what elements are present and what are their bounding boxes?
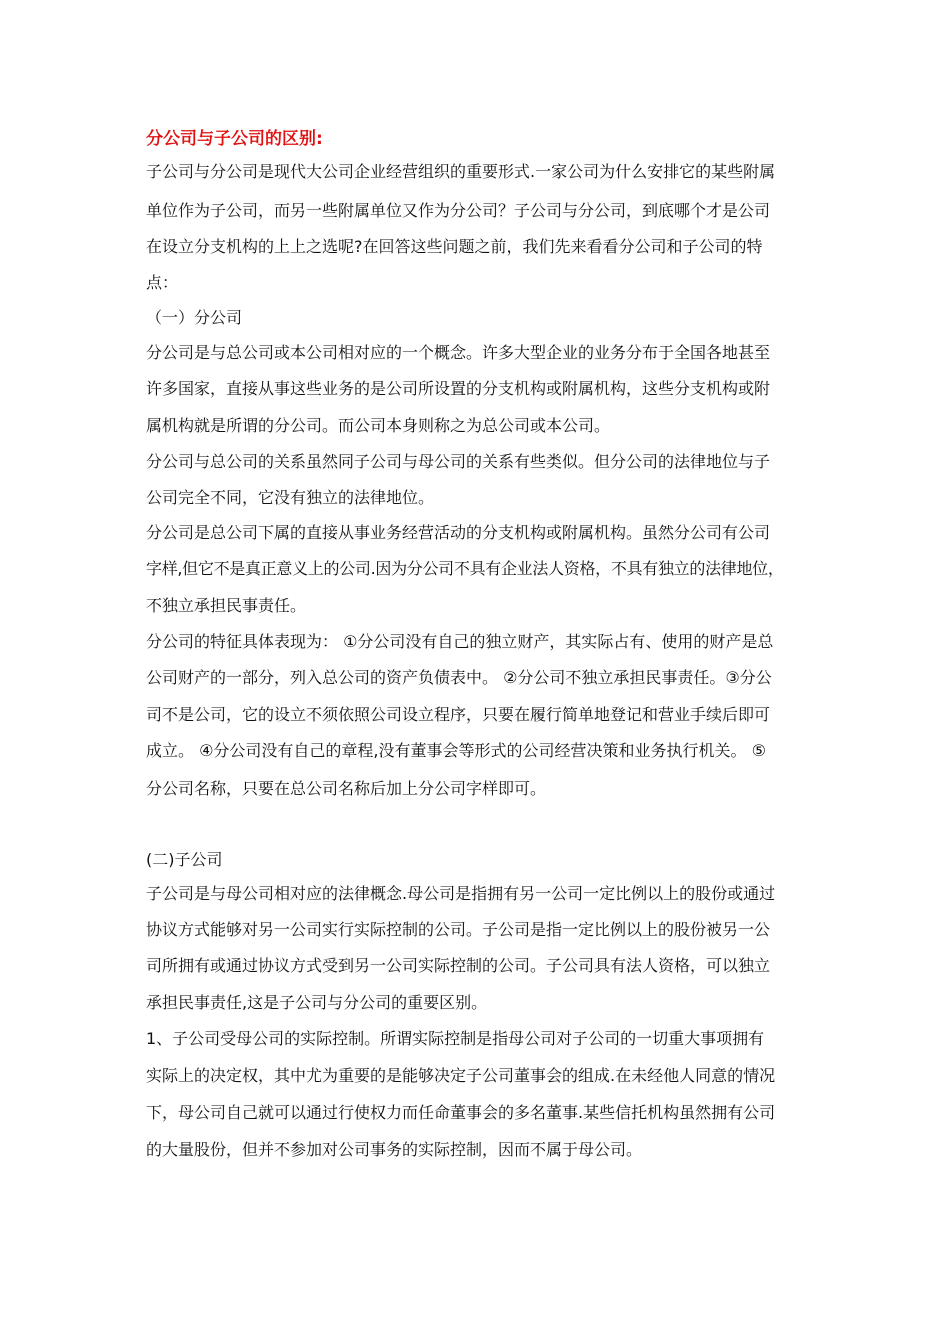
text-line: 承担民事责任,这是子公司与分公司的重要区别。 [146, 993, 488, 1012]
text-line: 许多国家，直接从事这些业务的是公司所设置的分支机构或附属机构，这些分支机构或附 [146, 379, 771, 398]
text-line: 字样,但它不是真正意义上的公司.因为分公司不具有企业法人资格，不具有独立的法律地位， [146, 559, 784, 578]
text-line: 协议方式能够对另一公司实行实际控制的公司。子公司是指一定比例以上的股份被另一公 [146, 920, 771, 939]
text-line: 下，母公司自己就可以通过行使权力而任命董事会的多名董事.某些信托机构虽然拥有公司 [146, 1103, 776, 1122]
text-line: 点： [146, 273, 179, 292]
text-line: 1、子公司受母公司的实际控制。所谓实际控制是指母公司对子公司的一切重大事项拥有 [146, 1029, 765, 1048]
text-line: 成立。 ④分公司没有自己的章程,没有董事会等形式的公司经营决策和业务执行机关。 ⑤ [146, 741, 766, 760]
text-line: 分公司是与总公司或本公司相对应的一个概念。许多大型企业的业务分布于全国各地甚至 [146, 343, 771, 362]
text-line: 的大量股份，但并不参加对公司事务的实际控制，因而不属于母公司。 [146, 1140, 643, 1159]
text-line: 单位作为子公司，而另一些附属单位又作为分公司？子公司与分公司，到底哪个才是公司 [146, 201, 771, 220]
text-line: 司所拥有或通过协议方式受到另一公司实际控制的公司。子公司具有法人资格，可以独立 [146, 956, 771, 975]
text-line: 子公司与分公司是现代大公司企业经营组织的重要形式.一家公司为什么安排它的某些附属 [146, 162, 776, 181]
text-line: 实际上的决定权，其中尤为重要的是能够决定子公司董事会的组成.在未经他人同意的情况 [146, 1066, 776, 1085]
text-line: 公司财产的一部分，列入总公司的资产负债表中。 ②分公司不独立承担民事责任。③分公 [146, 668, 772, 687]
text-line: 子公司是与母公司相对应的法律概念.母公司是指拥有另一公司一定比例以上的股份或通过 [146, 884, 776, 903]
text-line: 在设立分支机构的上上之选呢?在回答这些问题之前，我们先来看看分公司和子公司的特 [146, 237, 763, 256]
text-line: 分公司与总公司的关系虽然同子公司与母公司的关系有些类似。但分公司的法律地位与子 [146, 452, 771, 471]
section-heading-branch: （一）分公司 [146, 308, 243, 327]
section-heading-subsidiary: (二)子公司 [146, 850, 223, 869]
text-line: 公司完全不同，它没有独立的法律地位。 [146, 488, 435, 507]
text-line: 分公司是总公司下属的直接从事业务经营活动的分支机构或附属机构。虽然分公司有公司 [146, 523, 771, 542]
text-line: 不独立承担民事责任。 [146, 596, 307, 615]
text-line: 属机构就是所谓的分公司。而公司本身则称之为总公司或本公司。 [146, 416, 611, 435]
text-line: 分公司的特征具体表现为： ①分公司没有自己的独立财产，其实际占有、使用的财产是总 [146, 632, 774, 651]
text-line: 司不是公司，它的设立不须依照公司设立程序，只要在履行简单地登记和营业手续后即可 [146, 705, 771, 724]
text-line: 分公司名称，只要在总公司名称后加上分公司字样即可。 [146, 779, 547, 798]
document-title: 分公司与子公司的区别: [146, 129, 323, 149]
